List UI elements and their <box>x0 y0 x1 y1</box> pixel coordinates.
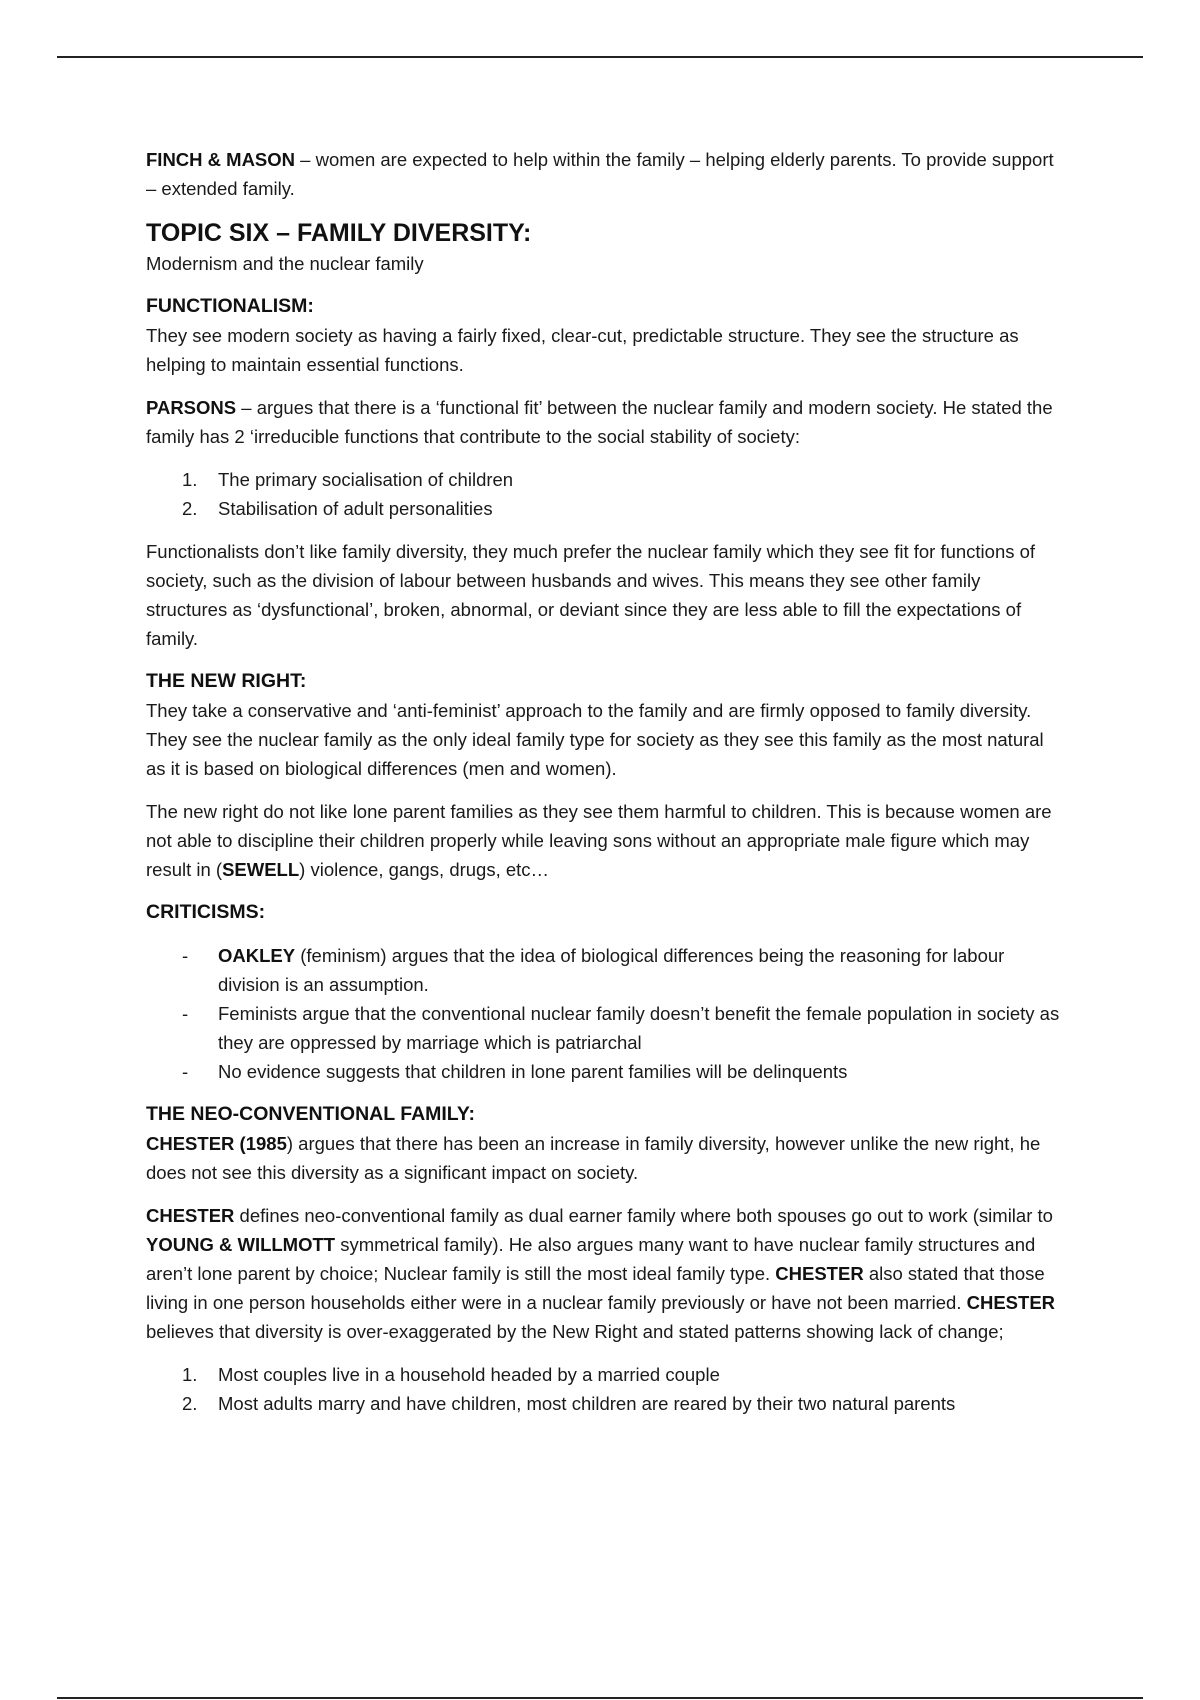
author-name: OAKLEY <box>218 945 296 966</box>
chester-paragraph: CHESTER defines neo-conventional family as dual earner family where both spouses go out to work (similar to YOUNG & WILLMOTT symmetrical family). He also argues many want to have nuclear family structures and aren’t lone parent by choice; Nuclear family is still the most ideal family type. CHESTER also stated that those living in one person households either were in a nuclear family previously or have not been married. CHESTER believes that diversity is over-exaggerated by the New Right and stated patterns showing lack of change; <box>146 1205 1056 1342</box>
list-item: - No evidence suggests that children in lone parent families will be delinquents <box>182 1061 848 1082</box>
list-item: - OAKLEY (feminism) argues that the idea of biological differences being the reasoning for labour division is an assumption. <box>182 945 1005 995</box>
author-name: FINCH & MASON <box>146 149 296 170</box>
author-name: CHESTER <box>146 1205 235 1226</box>
list-item: - Feminists argue that the conventional nuclear family doesn’t benefit the female population in society as they are oppressed by marriage which is patriarchal <box>182 1003 1060 1053</box>
topic-title: TOPIC SIX – FAMILY DIVERSITY: <box>146 219 532 247</box>
neo-conventional-heading: THE NEO-CONVENTIONAL FAMILY: <box>146 1103 475 1125</box>
criticisms-heading: CRITICISMS: <box>146 901 266 923</box>
patterns-list <box>146 1360 1066 1418</box>
chester-intro-paragraph: CHESTER (1985) argues that there has been an increase in family diversity, however unlike the new right, he does not see this diversity as a significant impact on society. <box>146 1133 1041 1183</box>
author-name: YOUNG & WILLMOTT <box>146 1234 336 1255</box>
list-item: 2. Most adults marry and have children, most children are reared by their two natural parents <box>182 1393 956 1414</box>
top-rule <box>57 56 1143 58</box>
author-name: CHESTER <box>966 1292 1056 1313</box>
criticisms-list <box>146 941 1066 1086</box>
topic-subtitle: Modernism and the nuclear family <box>146 253 424 274</box>
list-item: 2. Stabilisation of adult personalities <box>182 498 493 519</box>
intro-paragraph: FINCH & MASON – women are expected to help within the family – helping elderly parents. To provide support – extended family. <box>146 149 1054 199</box>
lone-parent-paragraph: The new right do not like lone parent families as they see them harmful to children. This is because women are not able to discipline their children properly while leaving sons without an appropriate male figure which may result in (SEWELL) violence, gangs, drugs, etc… <box>146 801 1052 880</box>
functionalism-heading: FUNCTIONALISM: <box>146 295 314 317</box>
document-body <box>146 145 1066 1432</box>
list-item: 1. The primary socialisation of children <box>182 469 514 490</box>
functionalism-paragraph: They see modern society as having a fairly fixed, clear-cut, predictable structure. They see the structure as helping to maintain essential functions. <box>146 325 1019 375</box>
new-right-heading: THE NEW RIGHT: <box>146 670 307 692</box>
author-name: SEWELL <box>222 859 300 880</box>
author-name: CHESTER <box>775 1263 864 1284</box>
author-name: PARSONS <box>146 397 237 418</box>
new-right-paragraph: They take a conservative and ‘anti-feminist’ approach to the family and are firmly opposed to family diversity. They see the nuclear family as the only ideal family type for society as they see this family as the most natural as it is based on biological differences (men and women). <box>146 700 1044 779</box>
list-item: 1. Most couples live in a household headed by a married couple <box>182 1364 720 1385</box>
functions-list <box>146 465 1066 523</box>
parsons-paragraph: PARSONS – argues that there is a ‘functional fit’ between the nuclear family and modern society. He stated the family has 2 ‘irreducible functions that contribute to the social stability of society: <box>146 397 1053 447</box>
author-name: CHESTER (1985 <box>146 1133 287 1154</box>
bottom-rule <box>57 1697 1143 1699</box>
functionalists-paragraph: Functionalists don’t like family diversity, they much prefer the nuclear family which they see fit for functions of society, such as the division of labour between husbands and wives. This means they see other family structures as ‘dysfunctional’, broken, abnormal, or deviant since they are less able to fill the expectations of family. <box>146 541 1036 649</box>
